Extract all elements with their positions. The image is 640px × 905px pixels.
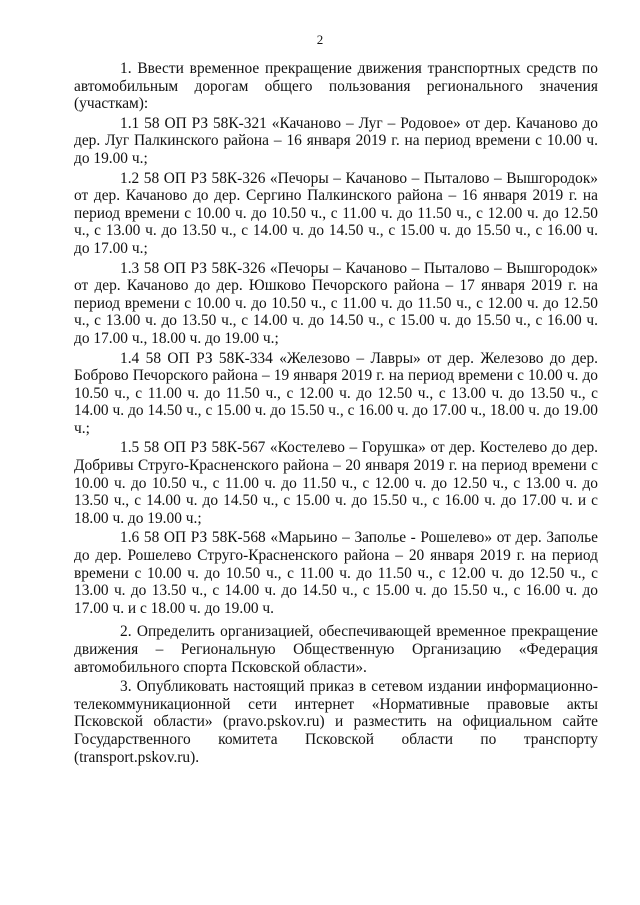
page-number: 2 [316,32,324,47]
paragraph-3: 3. Опубликовать настоящий приказ в сетевом издании информационно-телекоммуникационной сети интернет «Нормативные правовые акты Псковской области» (pravo.pskov.ru) и разместить на официальном сайте Государственного комитета Псковской области по транспорту (transport.pskov.ru). [74,678,598,766]
paragraph-1: 1. Ввести временное прекращение движения транспортных средств по автомобильным дорогам общего пользования регионального значения (участкам): [74,60,598,113]
paragraph-1-4: 1.4 58 ОП РЗ 58К-334 «Железово – Лавры» от дер. Железово до дер. Боброво Печорского района – 19 января 2019 г. на период времени с 10.00 ч. до 10.50 ч., с 11.00 ч. до 11.50 ч., с 12.00 ч. до 12.50 ч., с 13.00 ч. до 13.50 ч., с 14.00 ч. до 14.50 ч., с 15.00 ч. до 15.50 ч., с 16.00 ч. до 17.00 ч., 18.00 ч. до 19.00 ч.; [74,349,598,437]
paragraph-2: 2. Определить организацией, обеспечивающей временное прекращение движения – Региональную Общественную Организацию «Федерация автомобильного спорта Псковской области». [74,623,598,676]
paragraph-1-2: 1.2 58 ОП РЗ 58К-326 «Печоры – Качаново – Пыталово – Вышгородок» от дер. Качаново до дер. Сергино Палкинского района – 16 января 2019 г. на период времени с 10.00 ч. до 10.50 ч., с 11.00 ч. до 11.50 ч., с 12.00 ч. до 12.50 ч., с 13.00 ч. до 13.50 ч., с 14.00 ч. до 14.50 ч., с 15.00 ч. до 15.50 ч., с 16.00 ч. до 17.00 ч.; [74,169,598,257]
paragraph-1-6: 1.6 58 ОП РЗ 58К-568 «Марьино – Заполье - Рошелево» от дер. Заполье до дер. Рошелево Струго-Красненского района – 20 января 2019 г. на период времени с 10.00 ч. до 10.50 ч., с 11.00 ч. до 11.50 ч., с 12.00 ч. до 12.50 ч., с 13.00 ч. до 13.50 ч., с 14.00 ч. до 14.50 ч., с 15.00 ч. до 15.50 ч., с 16.00 ч. до 17.00 ч. и с 18.00 ч. до 19.00 ч. [74,529,598,617]
paragraph-1-3: 1.3 58 ОП РЗ 58К-326 «Печоры – Качаново – Пыталово – Вышгородок» от дер. Качаново до дер. Юшково Печорского района – 17 января 2019 г. на период времени с 10.00 ч. до 10.50 ч., с 11.00 ч. до 11.50 ч., с 12.00 ч. до 12.50 ч., с 13.00 ч. до 13.50 ч., с 14.00 ч. до 14.50 ч., с 15.00 ч. до 15.50 ч., с 16.00 ч. до 17.00 ч., 18.00 ч. до 19.00 ч.; [74,259,598,347]
paragraph-1-5: 1.5 58 ОП РЗ 58К-567 «Костелево – Горушка» от дер. Костелево до дер. Добривы Струго-Красненского района – 20 января 2019 г. на период времени с 10.00 ч. до 10.50 ч., с 11.00 ч. до 11.50 ч., с 12.00 ч. до 12.50 ч., с 13.00 ч. до 13.50 ч., с 14.00 ч. до 14.50 ч., с 15.00 ч. до 15.50 ч., с 16.00 ч. до 17.00 ч. и с 18.00 ч. до 19.00 ч.; [74,439,598,527]
paragraph-1-1: 1.1 58 ОП РЗ 58К-321 «Качаново – Луг – Родовое» от дер. Качаново до дер. Луг Палкинского района – 16 января 2019 г. на период времени с 10.00 ч. до 19.00 ч.; [74,114,598,167]
document-body [74,60,598,766]
